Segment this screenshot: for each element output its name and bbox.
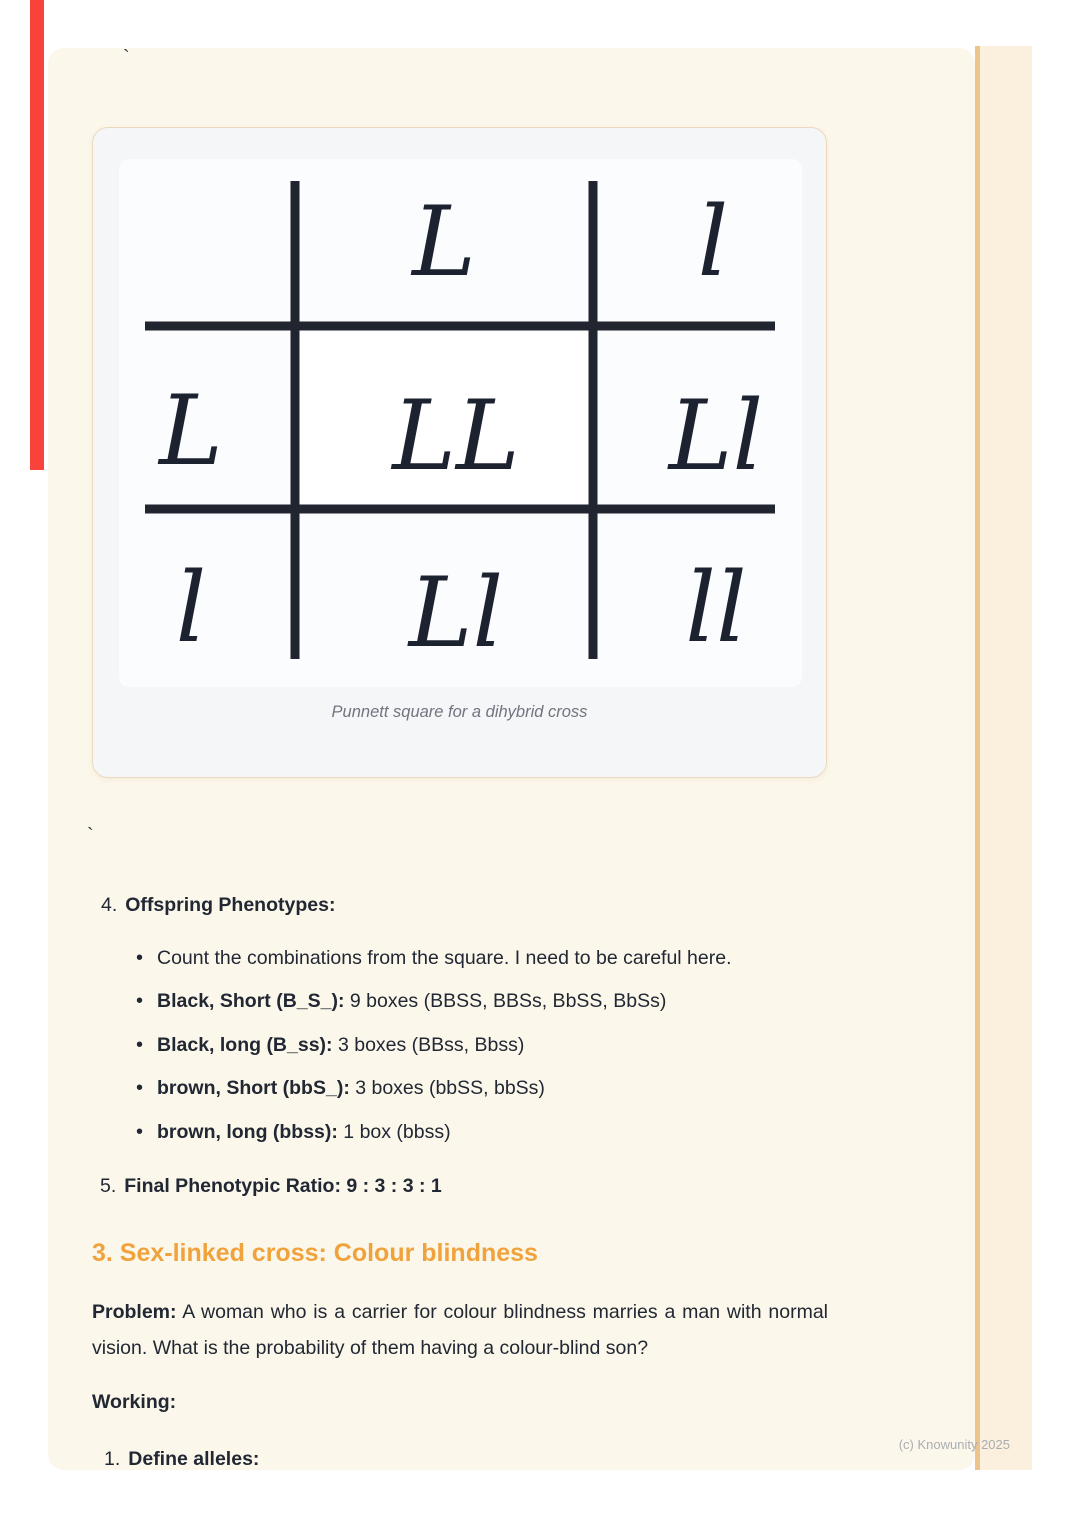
bullet-icon: • (136, 990, 144, 1012)
punnett-cell-r1c2: Ll (668, 380, 764, 492)
punnett-image (119, 159, 802, 687)
list-item-1 (104, 1446, 259, 1472)
list-label: Define alleles: (128, 1448, 260, 1470)
punnett-grid (119, 159, 802, 687)
list-number: 5. (100, 1175, 117, 1197)
list-item-4 (101, 892, 335, 918)
bullet-icon: • (136, 947, 144, 969)
punnett-row-header-1: L (159, 375, 223, 487)
problem-paragraph (92, 1294, 828, 1366)
list-label: Final Phenotypic Ratio: 9 : 3 : 3 : 1 (124, 1175, 442, 1197)
copyright-watermark: (c) Knowunity 2025 (898, 1437, 1010, 1452)
bullet-item-2 (136, 988, 666, 1014)
bullet-bold-label: Black, long (B_ss): (157, 1034, 333, 1056)
punnett-figure-card (92, 127, 827, 778)
bullet-icon: • (136, 1077, 144, 1099)
bullet-item-3 (136, 1032, 524, 1058)
bullet-icon: • (136, 1121, 144, 1143)
problem-text: A woman who is a carrier for colour blindness marries a man with normal vision. What is the probability of them having a colour-blind son? (92, 1301, 828, 1359)
punnett-row-header-2: l (175, 552, 207, 664)
punnett-col-header-1: L (412, 186, 476, 298)
punnett-col-header-2: l (697, 186, 729, 298)
punnett-cell-r2c2: ll (685, 552, 747, 664)
right-accent-band (980, 46, 1032, 1470)
list-label: Offspring Phenotypes: (125, 894, 336, 916)
punnett-cell-r2c1: Ll (408, 557, 504, 669)
stray-backtick-mid: ` (87, 825, 94, 847)
list-number: 1. (104, 1448, 121, 1470)
list-number: 4. (101, 894, 118, 916)
bullet-text: 9 boxes (BBSS, BBSs, BbSS, BbSs) (344, 990, 667, 1012)
list-item-5 (100, 1173, 442, 1199)
bullet-text: 3 boxes (bbSS, bbSs) (349, 1077, 545, 1099)
bullet-item-5 (136, 1119, 451, 1145)
bullet-bold-label: brown, Short (bbS_): (157, 1077, 350, 1099)
bullet-item-4 (136, 1075, 545, 1101)
bullet-item-1 (136, 945, 732, 971)
bullet-bold-label: brown, long (bbss): (157, 1121, 338, 1143)
section-heading: 3. Sex-linked cross: Colour blindness (92, 1239, 538, 1267)
bullet-icon: • (136, 1034, 144, 1056)
bullet-text: 3 boxes (BBss, Bbss) (332, 1034, 525, 1056)
bullet-text: 1 box (bbss) (337, 1121, 451, 1143)
bullet-bold-label: Black, Short (B_S_): (157, 990, 345, 1012)
problem-label: Problem: (92, 1301, 177, 1323)
bullet-text: Count the combinations from the square. I need to be careful here. (157, 947, 732, 969)
punnett-cell-r1c1: LL (392, 380, 520, 492)
working-label: Working: (92, 1391, 177, 1413)
figure-caption: Punnett square for a dihybrid cross (331, 703, 588, 721)
red-edge-indicator (30, 0, 44, 470)
stray-backtick-top: ` (123, 47, 130, 69)
